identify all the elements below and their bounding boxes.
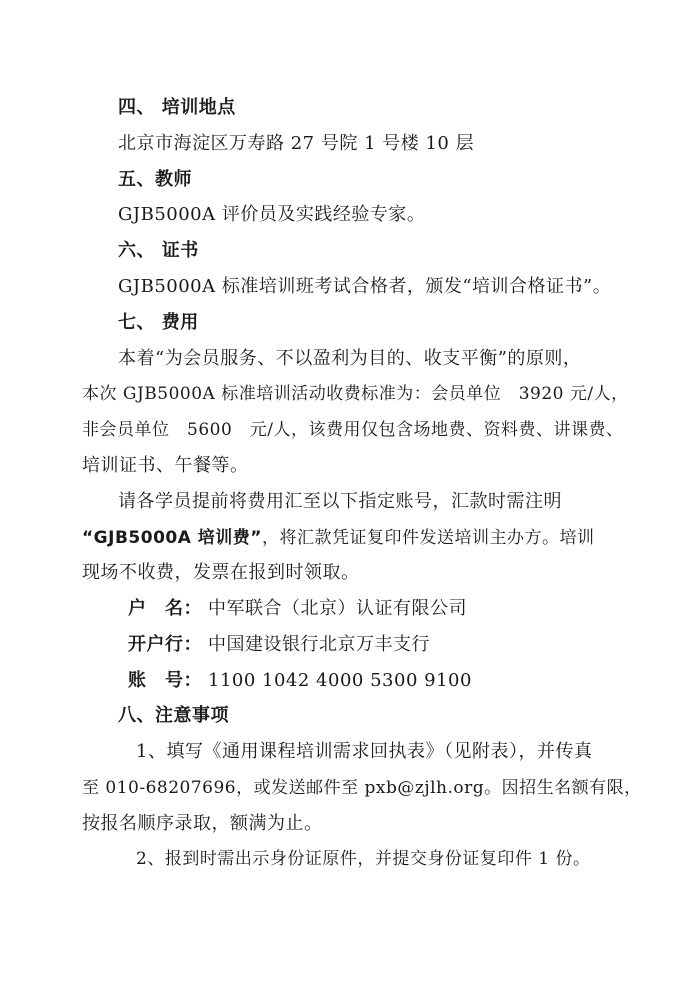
section-heading-notes: 八、注意事项 <box>118 705 229 726</box>
notes-item1-line3: 按报名顺序录取，额满为止。 <box>82 813 323 834</box>
fee-para2-line2 <box>82 526 594 550</box>
certificate-text: GJB5000A 标准培训班考试合格者，颁发“培训合格证书”。 <box>118 276 612 297</box>
bank-name-label: 开户行： <box>128 634 202 655</box>
notes-item1-line1: 1、填写《通用课程培训需求回执表》（见附表），并传真 <box>136 741 593 762</box>
account-number-label: 账 号： <box>128 670 202 691</box>
section-heading-teacher: 五、教师 <box>118 169 192 190</box>
fee-para1-line1: 本着“为会员服务、不以盈利为目的、收支平衡”的原则， <box>118 348 582 369</box>
account-name-label: 户 名： <box>128 598 202 619</box>
fee-para1-line4: 培训证书、午餐等。 <box>82 455 249 476</box>
fee-para2-line1: 请各学员提前将费用汇至以下指定账号，汇款时需注明 <box>118 491 562 512</box>
account-number-value: 1100 1042 4000 5300 9100 <box>208 670 472 691</box>
section-heading-fee: 七、 费用 <box>118 312 199 333</box>
bank-account-number-row <box>128 669 472 693</box>
bank-name-value: 中国建设银行北京万丰支行 <box>208 634 430 655</box>
fee-para2-line2-rest: ，将汇款凭证复印件发送培训主办方。培训 <box>261 528 595 548</box>
bank-account-name-row <box>128 597 467 621</box>
notes-item1-line2: 至 010-68207696，或发送邮件至 pxb@zjlh.org。因招生名额有限， <box>82 778 642 798</box>
fee-label-emphasis: “GJB5000A 培训费” <box>82 528 262 548</box>
fee-para2-line3: 现场不收费，发票在报到时领取。 <box>82 562 360 583</box>
section-heading-certificate: 六、 证书 <box>118 240 199 261</box>
location-text: 北京市海淀区万寿路 27 号院 1 号楼 10 层 <box>118 133 475 154</box>
fee-para1-line3: 非会员单位 5600 元/人，该费用仅包含场地费、资料费、讲课费、 <box>82 420 624 440</box>
teacher-text: GJB5000A 评价员及实践经验专家。 <box>118 204 426 225</box>
bank-name-row <box>128 633 430 657</box>
section-heading-location: 四、 培训地点 <box>118 97 236 118</box>
fee-para1-line2: 本次 GJB5000A 标准培训活动收费标准为：会员单位 3920 元/人， <box>82 384 629 404</box>
account-name-value: 中军联合（北京）认证有限公司 <box>208 598 467 619</box>
notes-item2-line1: 2、报到时需出示身份证原件，并提交身份证复印件 1 份。 <box>136 849 591 869</box>
